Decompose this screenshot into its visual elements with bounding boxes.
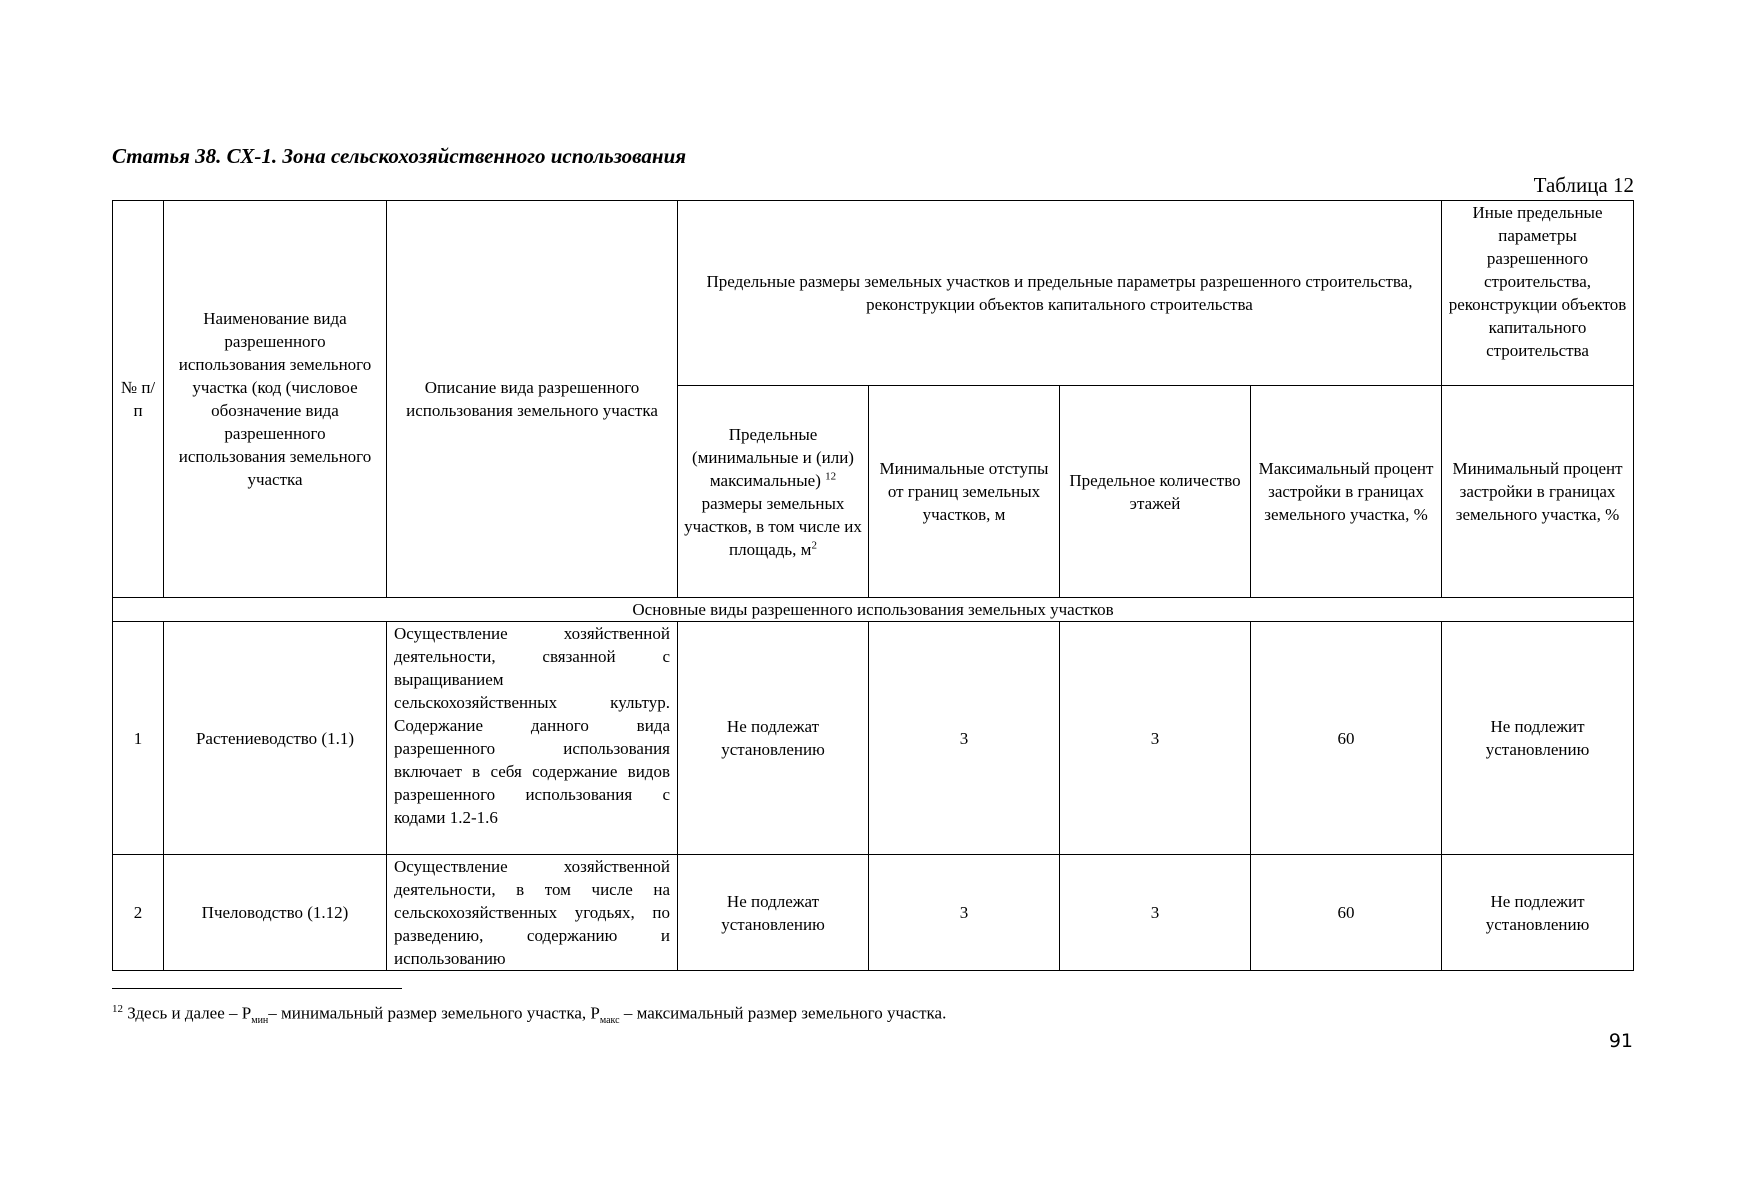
row-setbacks: 3 (869, 622, 1060, 855)
table-caption: Таблица 12 (1533, 173, 1634, 197)
footnote-number: 12 (112, 1003, 123, 1015)
footnote-divider (112, 988, 402, 989)
header-min-coverage: Минимальный процент застройки в границах земельного участка, % (1442, 386, 1634, 598)
page-number: 91 (1608, 1030, 1633, 1052)
row-floors: 3 (1060, 622, 1251, 855)
page-title: Статья 38. СХ-1. Зона сельскохозяйственного использования (112, 144, 687, 168)
row-min-coverage: Не подлежит установлению (1442, 855, 1634, 971)
header-setbacks: Минимальные отступы от границ земельных участков, м (869, 386, 1060, 598)
row-floors: 3 (1060, 855, 1251, 971)
header-name: Наименование вида разрешенного использования земельного участка (код (числовое обозначение вида разрешенного использования земельного участка (164, 201, 387, 598)
header-description: Описание вида разрешенного использования земельного участка (387, 201, 678, 598)
row-size: Не подлежат установлению (678, 622, 869, 855)
zoning-table (112, 200, 1634, 971)
row-min-coverage: Не подлежит установлению (1442, 622, 1634, 855)
header-limits-group: Предельные размеры земельных участков и предельные параметры разрешенного строительства, реконструкции объектов капитального строительства (678, 201, 1442, 386)
header-num: № п/п (113, 201, 164, 598)
table-row (113, 855, 1634, 971)
row-name: Растениеводство (1.1) (164, 622, 387, 855)
section-label: Основные виды разрешенного использования земельных участков (113, 598, 1634, 622)
row-max-coverage: 60 (1251, 622, 1442, 855)
footnote-ref: 12 (825, 469, 837, 482)
footnote-sub-max: макс (599, 1015, 620, 1027)
footnote-text-1: Здесь и далее – Р (127, 1003, 252, 1023)
header-floors: Предельное количество этажей (1060, 386, 1251, 598)
footnote-text-3: – максимальный размер земельного участка. (619, 1003, 947, 1023)
header-size (678, 386, 869, 598)
row-max-coverage: 60 (1251, 855, 1442, 971)
header-size-post: размеры земельных участков, в том числе их площадь, м (684, 493, 862, 559)
row-name: Пчеловодство (1.12) (164, 855, 387, 971)
row-description: Осуществление хозяйственной деятельности, в том числе на сельскохозяйственных угодьях, по разведению, содержанию и использованию (387, 855, 678, 971)
unit-exponent: 2 (811, 538, 817, 551)
row-size: Не подлежат установлению (678, 855, 869, 971)
row-setbacks: 3 (869, 855, 1060, 971)
row-description: Осуществление хозяйственной деятельности, связанной с выращиванием сельскохозяйственных культур. Содержание данного вида разрешенного использования включает в себя содержание видов разрешенного использования с кодами 1.2-1.6 (387, 622, 678, 855)
row-num: 1 (113, 622, 164, 855)
header-max-coverage: Максимальный процент застройки в границах земельного участка, % (1251, 386, 1442, 598)
footnote-sub-min: мин (251, 1015, 269, 1027)
header-size-pre: Предельные (минимальные и (или) максимальные) (692, 424, 854, 490)
footnote (112, 1003, 946, 1026)
row-num: 2 (113, 855, 164, 971)
footnote-text-2: – минимальный размер земельного участка, Р (268, 1003, 600, 1023)
table-row (113, 622, 1634, 855)
header-other-group: Иные предельные параметры разрешенного строительства, реконструкции объектов капитального строительства (1442, 201, 1634, 386)
